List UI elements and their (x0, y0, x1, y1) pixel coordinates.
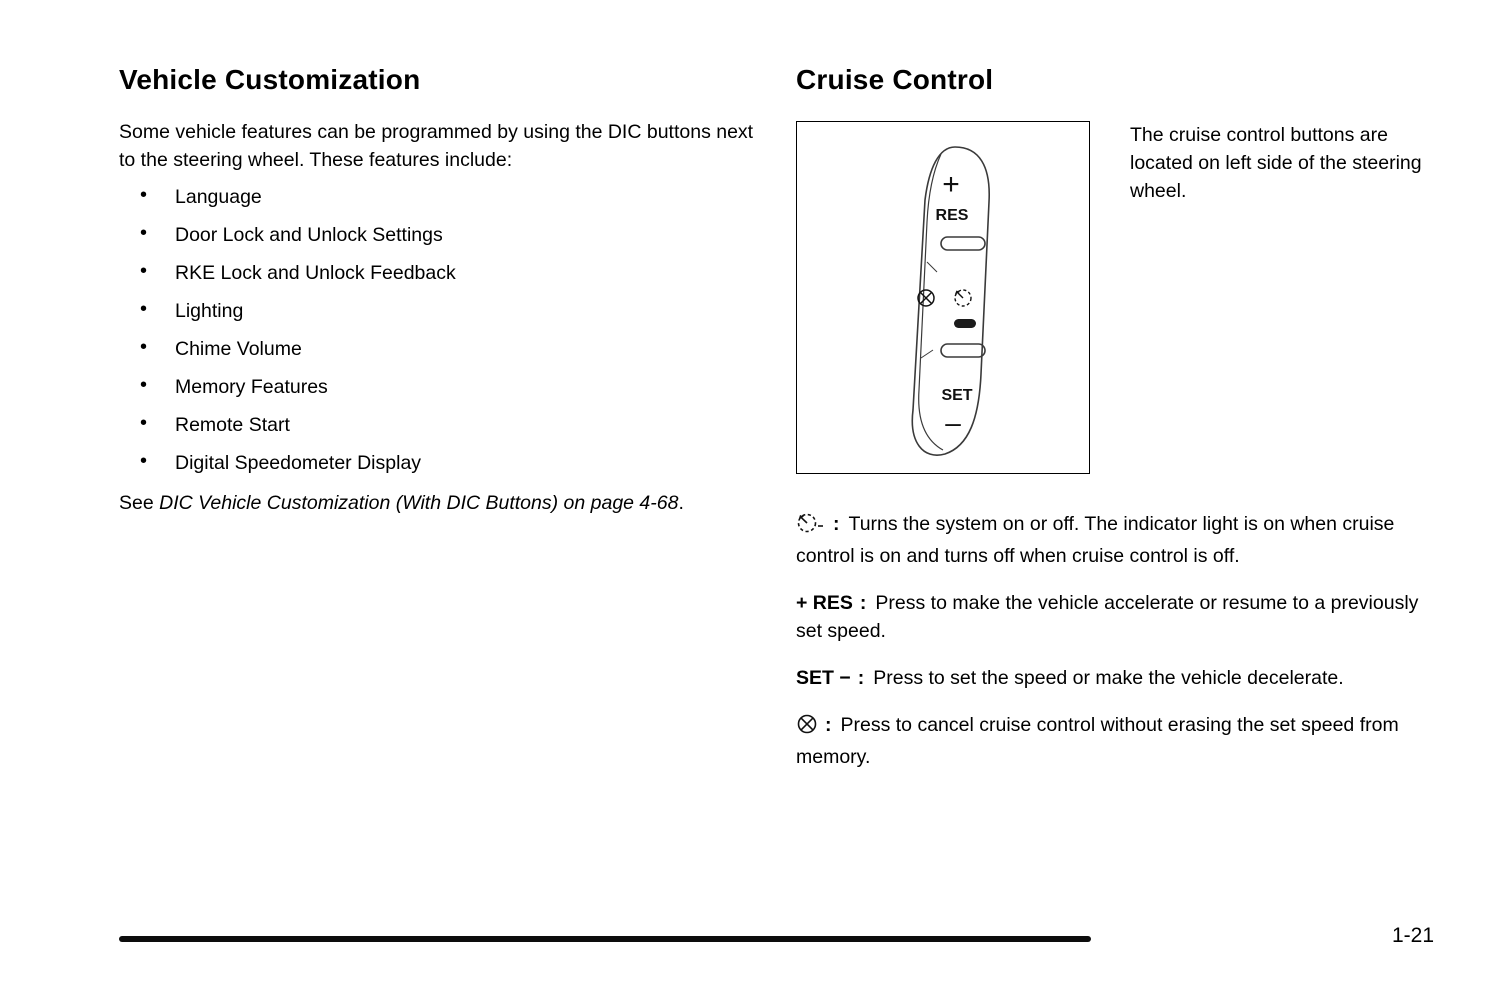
figure-res-label: RES (935, 207, 969, 224)
definition-cancel (796, 711, 1444, 771)
definition-text: Turns the system on or off. The indicator light is on when cruise control is on and turns off when cruise control is off. (796, 513, 1395, 567)
list-item-label: Door Lock and Unlock Settings (175, 224, 443, 246)
list-item (119, 374, 755, 401)
page-number: 1-21 (1391, 924, 1434, 947)
footer-rule (119, 936, 1091, 942)
definition-colon: : (859, 592, 867, 614)
feature-list (119, 184, 755, 477)
figure-set-label: SET (941, 387, 973, 404)
cruise-on-off-icon (796, 512, 826, 542)
figure-caption: The cruise control buttons are located on left side of the steering wheel. (1130, 124, 1422, 202)
section-heading-vehicle-customization: Vehicle Customization (119, 64, 421, 95)
center-dash-button (954, 319, 976, 328)
res-button (941, 237, 985, 250)
definition-cruise-on-off (796, 510, 1444, 570)
cancel-icon (796, 713, 818, 743)
definition-set (796, 664, 1444, 692)
list-item-label: Memory Features (175, 376, 328, 398)
list-item-label: Chime Volume (175, 338, 302, 360)
definition-colon: : (825, 714, 832, 736)
steering-wheel-control-illustration (797, 122, 1088, 472)
definition-colon: : (857, 667, 865, 689)
definition-text: Press to set the speed or make the vehicle decelerate. (873, 667, 1344, 689)
list-item-label: RKE Lock and Unlock Feedback (175, 262, 456, 284)
right-column (796, 64, 1444, 790)
list-item (119, 184, 755, 211)
definition-text: Press to make the vehicle accelerate or resume to a previously set speed. (796, 592, 1419, 642)
list-item (119, 450, 755, 477)
intro-paragraph: Some vehicle features can be programmed by using the DIC buttons next to the steering wheel. These features include: (119, 121, 754, 171)
list-item (119, 336, 755, 363)
list-item (119, 298, 755, 325)
cruise-on-off-icon (955, 290, 971, 306)
list-item-label: Remote Start (175, 414, 290, 436)
list-item-label: Language (175, 186, 262, 208)
see-note-prefix: See (119, 492, 160, 514)
cruise-control-figure (796, 121, 1090, 474)
list-item (119, 222, 755, 249)
list-item-label: Lighting (175, 300, 244, 322)
definition-res (796, 589, 1444, 645)
section-heading-cruise-control: Cruise Control (796, 64, 994, 95)
see-also-note (119, 489, 755, 517)
left-column (119, 64, 755, 517)
cancel-icon (918, 290, 934, 306)
definition-term: SET − (796, 667, 851, 689)
see-note-reference: DIC Vehicle Customization (With DIC Buttons) on page 4-68 (159, 492, 679, 514)
definition-text: Press to cancel cruise control without erasing the set speed from memory. (796, 714, 1399, 768)
figure-minus-label: – (945, 407, 961, 438)
definition-colon: : (833, 513, 840, 535)
set-button (941, 344, 985, 357)
figure-row (796, 118, 1444, 510)
list-item (119, 260, 755, 287)
see-note-suffix: . (678, 492, 684, 514)
list-item (119, 412, 755, 439)
figure-plus-label: + (942, 168, 960, 201)
definition-term: + RES (796, 592, 853, 614)
list-item-label: Digital Speedometer Display (175, 452, 422, 474)
